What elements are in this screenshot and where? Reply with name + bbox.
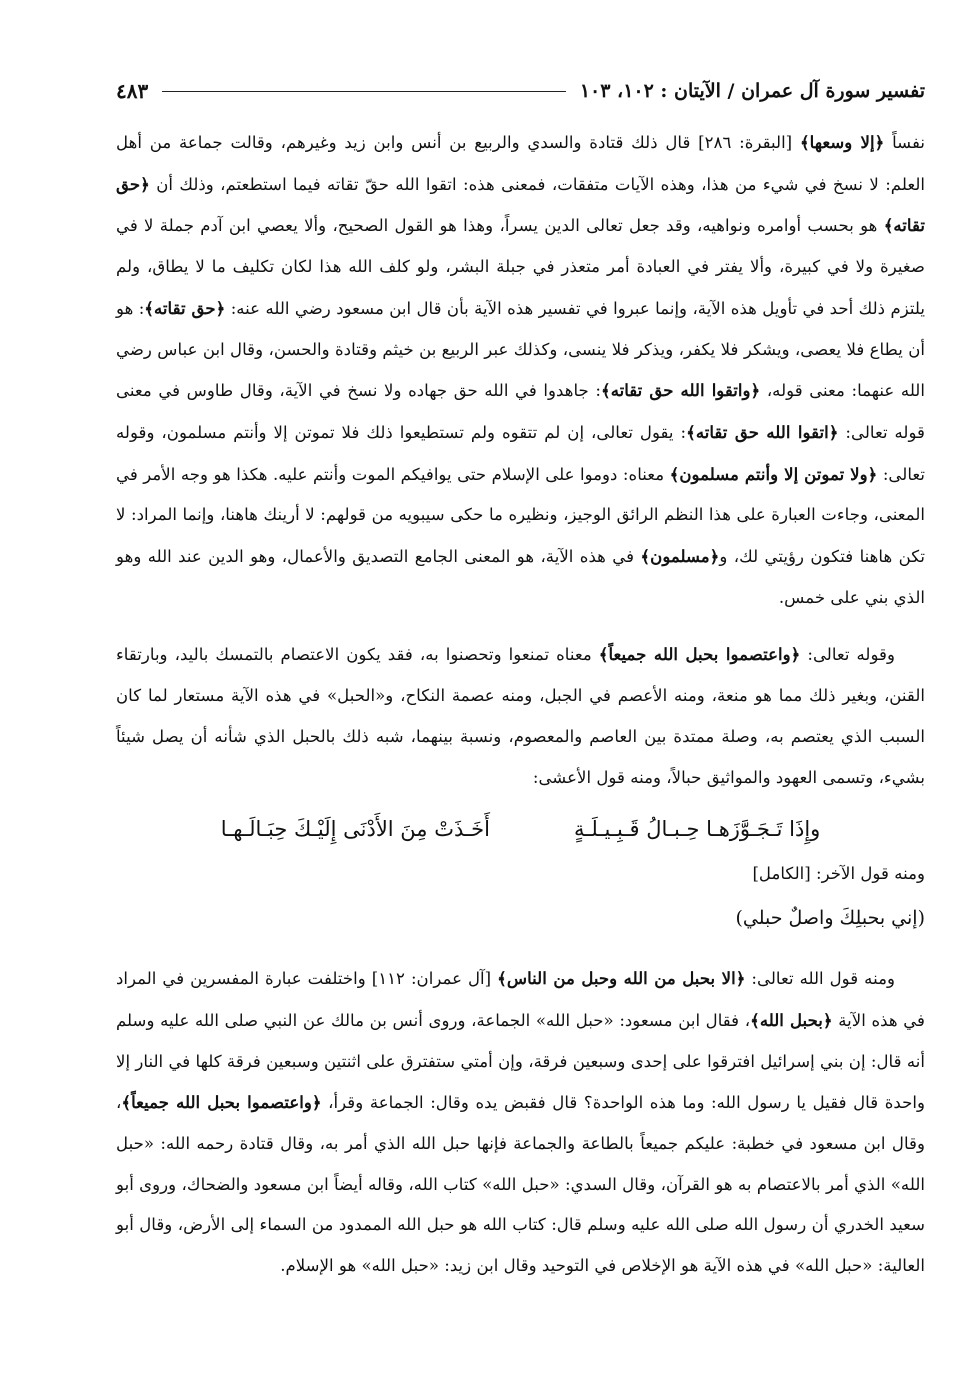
quran-quote: ﴿واتقوا الله حق تقاته﴾ <box>600 380 761 401</box>
text-span: نفساً <box>884 133 926 152</box>
poetry-hemistich: (إني بحبلِكَ واصلٌ حبلي) <box>735 907 925 930</box>
text-span: وقوله تعالى: <box>800 645 895 665</box>
poetry-intro: ومنه قول الآخر: [الكامل] <box>752 864 925 884</box>
text-span: معناه: دوموا على الإسلام حتى يوافيكم الموت وأنتم عليه. هكذا هو وجه الأمر في المعنى، وجاءت العبارة على هذا النظم الرائق الوجيز، ونظيره ما حكى سيبويه من قولهم: لا أرينك هاهنا، وإنما المراد: لا تكن هاهنا فتكون رؤيتي لك، و <box>116 464 925 567</box>
header-rule <box>162 91 566 92</box>
quran-quote: ﴿الا بحبل من الله وحبل من الناس﴾ <box>497 968 746 989</box>
text-span: ، وقال ابن مسعود في خطبة: عليكم جميعاً بالطاعة والجماعة فإنها حبل الله الذي أمر به، وقال قتادة رحمه الله: «حبل الله» الذي أمر بالاعتصام به هو القرآن، وقال السدي: «حبل الله» كتاب الله، وقاله أيضاً ابن مسعود والضحاك، وروى أبو سعيد الخدري أن رسول الله صلى الله عليه وسلم قال: كتاب الله هو حبل الله الممدود من السماء إلى الأرض، وقال أبو العالية: «حبل الله» في هذه الآية هو الإخلاص في التوحيد وقال ابن زيد: «حبل الله» هو الإسلام. <box>116 1093 925 1276</box>
quran-quote: ﴿مسلمون﴾ <box>640 546 720 567</box>
quran-quote: ﴿واعتصموا بحبل الله جميعاً﴾ <box>598 644 801 665</box>
text-span: [البقرة: ٢٨٦] قال ذلك قتادة والسدي والربيع بن أنس وابن زيد وغيرهم، وقالت جماعة من أهل العلم: لا نسخ في شيء من هذا، وهذه الآيات متفقات، فمعنى هذه: اتقوا الله حقّ تقاته فيما استطعتم، وذلك أن <box>116 133 925 194</box>
paragraph-1 <box>116 122 925 618</box>
text-span: : هو أن يطاع فلا يعصى، ويشكر فلا يكفر، ويذكر فلا ينسى، وكذلك عبر الربيع بن خيثم وقتادة والحسن، وقال ابن عباس رضي الله عنهما: معنى قوله، <box>116 298 925 401</box>
running-header <box>116 74 925 108</box>
page-body <box>116 122 925 1287</box>
text-span: [آل عمران: ١١٢] واختلفت عبارة المفسرين في المراد في هذه الآية <box>116 969 925 1030</box>
paragraph-gap <box>116 618 925 634</box>
quran-quote: ﴿ولا تموتن إلا وأنتم مسلمون﴾ <box>669 463 878 484</box>
header-title: تفسير سورة آل عمران / الآيتان : ١٠٢، ١٠٣ <box>579 80 925 102</box>
verse-second-hemistich: أَخَـذَتْ مِنَ الأَدْنَى إِلَيْـكَ حِبَـالَـهـا <box>220 817 490 842</box>
verse-first-hemistich: وإِذَا تَـجَـوَّزَهـا حِـبـالُ قَـبِـيـلَـةٍ <box>573 817 821 842</box>
text-span: معناه تمنعوا وتحصنوا به، فقد يكون الاعتصام بالتمسك باليد، وبارتقاء القنن، وبغير ذلك مما هو منعة، ومنه الأعصم في الجبل، ومنه عصمة النكاح، و«الحبل» في هذه الآية مستعار لما كان السبب الذي يعتصم به، وصلة ممتدة بين العاصم والمعصوم، ونسبة بينهما، شبه ذلك بالحبل الذي شأنه أن يصل شيئاً بشيء، وتسمى العهود والمواثيق حبالاً، ومنه قول الأعشى: <box>116 645 925 787</box>
quran-quote: ﴿حق تقاته﴾ <box>116 173 925 236</box>
text-span: ، فقال ابن مسعود: «حبل الله» الجماعة، وروى أنس بن مالك عن النبي صلى الله عليه وسلم أنه قال: إن بني إسرائيل افترقوا على إحدى وسبعين فرقة، وإن أمتي ستفترق على اثنتين وسبعين فرقة كلها في النار إلا واحدة قال فقيل يا رسول الله: وما هذه الواحدة؟ قال فقبض يده وقال: الجماعة وقرأ، <box>116 1010 925 1113</box>
quran-quote: ﴿بحبل الله﴾ <box>750 1009 833 1030</box>
quran-quote: ﴿إلا وسعها﴾ <box>799 132 885 152</box>
quran-quote: ﴿اتقوا الله حق تقاته﴾ <box>686 421 839 442</box>
text-span: في هذه الآية، هو المعنى الجامع التصديق والأعمال، وهو الدين عند الله وهو الذي بني على خمس. <box>116 547 925 607</box>
text-span: : جاهدوا في الله حق جهاده ولا نسخ في الآية، وقال طاوس في معنى قوله تعالى: <box>116 381 925 442</box>
poetry-verse <box>116 804 925 854</box>
paragraph-4 <box>116 958 925 1287</box>
page-number: ٤٨٣ <box>116 79 149 103</box>
text-span: : يقول تعالى، إن لم تتقوه ولم تستطيعوا ذلك فلا تموتن إلا وأنتم مسلمون، وقوله تعالى: <box>116 422 925 484</box>
paragraph-gap <box>116 942 925 958</box>
paragraph-2 <box>116 634 925 798</box>
text-span: هو بحسب أوامره ونواهيه، وقد جعل تعالى الدين يسراً، وهذا هو القول الصحيح، وألا يعصي ابن آدم جملة لا في صغيرة ولا في كبيرة، وألا يفتر في العبادة أمر متعذر في جبلة البشر، ولو كلف الله هذا لكان تكليف ما لا يطاق، ولم يلتزم ذلك أحد في تأويل هذه الآية، وإنما عبروا في تفسير هذه الآية بأن قال ابن مسعود رضي الله عنه: <box>116 216 925 318</box>
quran-quote: ﴿حق تقاته﴾ <box>144 297 226 318</box>
text-span: ومنه قول الله تعالى: <box>745 969 895 989</box>
quran-quote: ﴿واعتصموا بحبل الله جميعاً﴾ <box>121 1092 322 1113</box>
